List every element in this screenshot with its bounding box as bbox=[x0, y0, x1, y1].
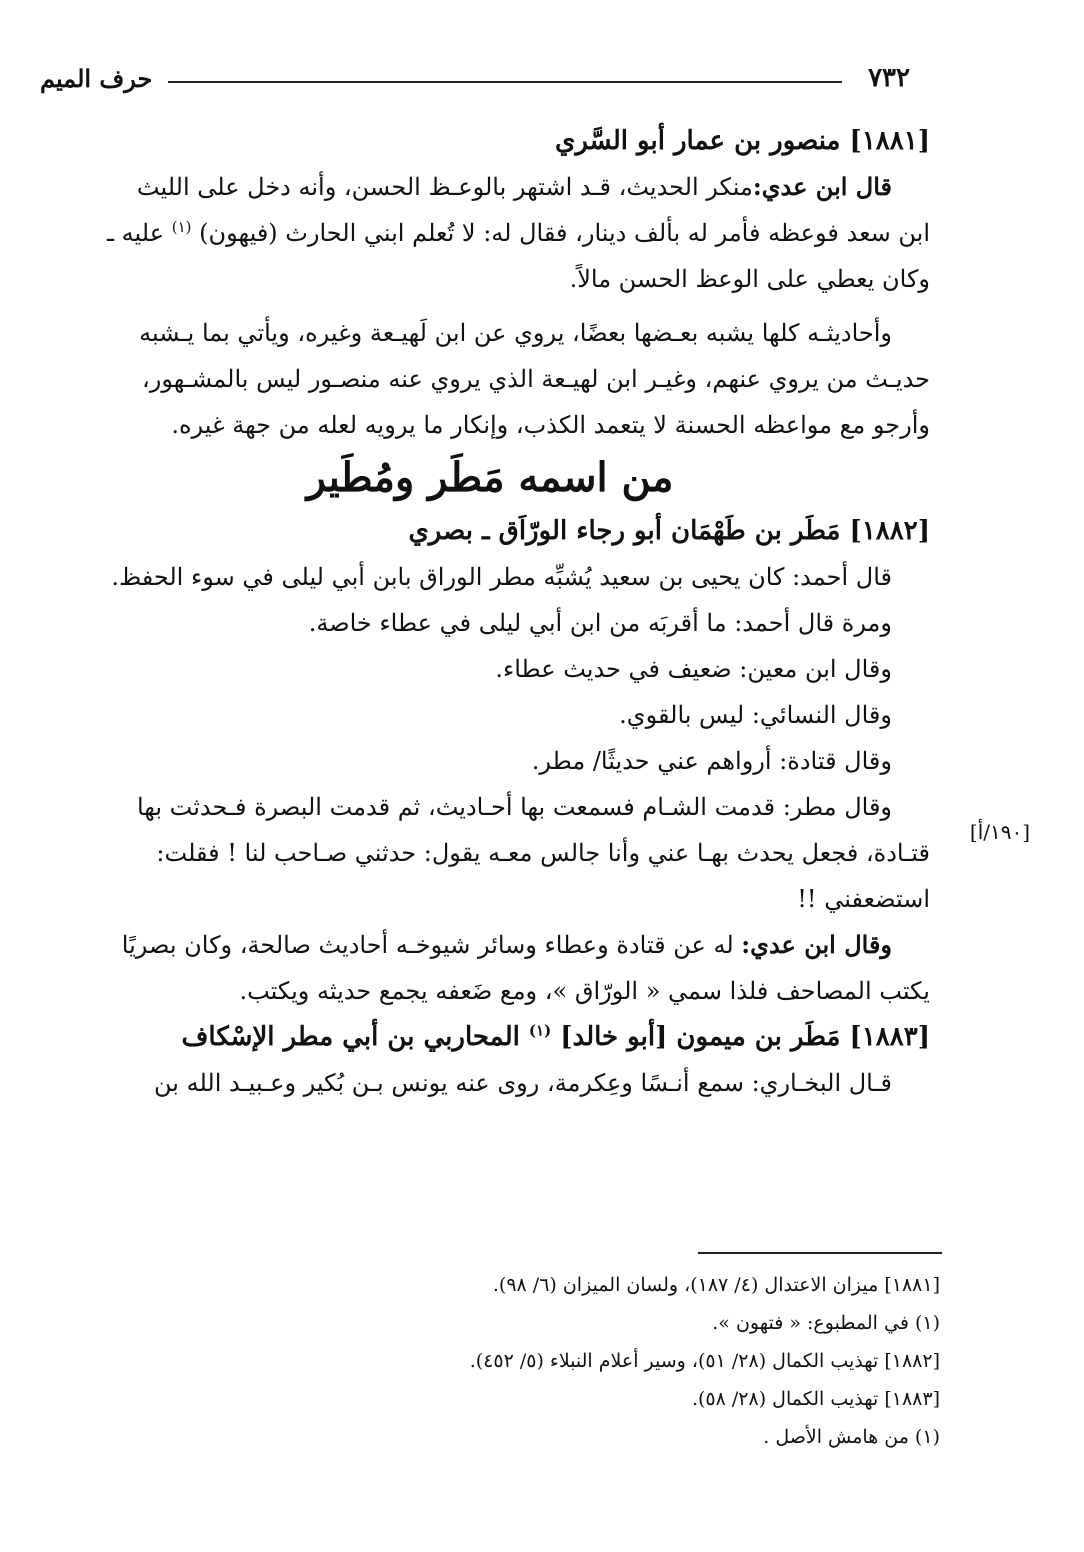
footnote: [١٨٨٣] تهذيب الكمال (٢٨/ ٥٨). bbox=[691, 1388, 940, 1410]
footnote-rule bbox=[698, 1252, 942, 1254]
footnote: (١) من هامش الأصل . bbox=[763, 1426, 940, 1448]
footnote: (١) في المطبوع: « فتهون ». bbox=[712, 1312, 940, 1334]
text-line: ومرة قال أحمد: ما أقربَه من ابن أبي ليلى في عطاء خاصة. bbox=[308, 609, 892, 637]
text-segment: عليه ـ bbox=[107, 219, 165, 247]
title-segment: [١٨٨٣] مَطَر بن ميمون [أبو خالد] bbox=[560, 1022, 930, 1052]
section-heading: من اسمه مَطَر ومُطَير bbox=[306, 454, 674, 501]
text-line: وأرجو مع مواعظه الحسنة لا يتعمد الكذب، وإنكار ما يرويه لعله من جهة غيره. bbox=[171, 411, 930, 439]
running-title: حرف الميم bbox=[40, 63, 153, 93]
text-line: وقال ابن معين: ضعيف في حديث عطاء. bbox=[495, 655, 892, 683]
header-rule bbox=[168, 81, 842, 83]
text-line: قتـادة، فجعل يحدث بهـا عني وأنا جالس معـه يقول: حدثني صـاحب لنا ! فقلت: bbox=[156, 839, 930, 867]
text-line: وكان يعطي على الوعظ الحسن مالاً. bbox=[569, 265, 930, 293]
text-segment: له عن قتادة وعطاء وسائر شيوخـه أحاديث صالحة، وكان بصريًا bbox=[121, 931, 734, 959]
text-line: وأحاديثـه كلها يشبه بعـضها بعضًا، يروي عن ابن لَهيـعة وغيره، ويأتي بما يـشبه bbox=[139, 319, 892, 347]
entry-title-1882: [١٨٨٢] مَطَر بن طَهْمَان أبو رجاء الورّاَق ـ بصري bbox=[408, 516, 930, 546]
text-line: استضعفني !! bbox=[797, 885, 930, 913]
title-segment: المحاربي بن أبي مطر الإسْكاف bbox=[181, 1022, 520, 1052]
text-segment: ابن سعد فوعظه فأمر له بألف دينار، فقال له: لا تُعلم ابني الحارث (فيهون) bbox=[199, 219, 930, 247]
text-line: وقال قتادة: أرواهم عني حديثًا/ مطر. bbox=[531, 747, 892, 775]
page-header bbox=[40, 58, 910, 98]
text-line: منكر الحديث، قـد اشتهر بالوعـظ الحسن، وأنه دخل على الليث bbox=[136, 173, 753, 201]
text-line: قال أحمد: كان يحيى بن سعيد يُشبِّه مطر الوراق بابن أبي ليلى في سوء الحفظ. bbox=[111, 563, 892, 591]
text-line: حديـث من يروي عنهم، وغيـر ابن لهيـعة الذي يروي عنه منصـور ليس بالمشـهور، bbox=[142, 365, 930, 393]
main-text bbox=[50, 118, 930, 1106]
page-number: ٧٣٢ bbox=[868, 63, 910, 93]
text-line: قـال البخـاري: سمع أنـسًا وعِكرمة، روى عنه يونس بـن بُكير وعـبيـد الله بن bbox=[154, 1069, 892, 1097]
entry-title-1883 bbox=[50, 1014, 930, 1060]
paragraph-1881-1 bbox=[50, 164, 930, 210]
text-line bbox=[50, 210, 930, 256]
text-line: يكتب المصاحف فلذا سمي « الورّاق »، ومع ضَعفه يجمع حديثه ويكتب. bbox=[239, 977, 930, 1005]
text-line: وقال مطر: قدمت الشـام فسمعت بها أحـاديث، ثم قدمت البصرة فـحدثت بها bbox=[136, 793, 892, 821]
entry-title-1881: [١٨٨١] منصور بن عمار أبو السَّري bbox=[554, 126, 930, 156]
footnote-ref: (١) bbox=[528, 1021, 552, 1040]
text-line bbox=[50, 922, 930, 968]
speaker-label: قال ابن عدي: bbox=[752, 172, 892, 201]
margin-folio-note: [١٩٠/أ] bbox=[969, 820, 1031, 844]
footnote-ref: (١) bbox=[171, 218, 192, 236]
text-line: وقال النسائي: ليس بالقوي. bbox=[619, 701, 892, 729]
footnotes bbox=[100, 1266, 940, 1456]
footnote: [١٨٨١] ميزان الاعتدال (٤/ ١٨٧)، ولسان الميزان (٦/ ٩٨). bbox=[492, 1274, 940, 1296]
speaker-label: وقال ابن عدي: bbox=[741, 930, 892, 959]
footnote: [١٨٨٢] تهذيب الكمال (٢٨/ ٥١)، وسير أعلام النبلاء (٥/ ٤٥٢). bbox=[469, 1350, 940, 1372]
